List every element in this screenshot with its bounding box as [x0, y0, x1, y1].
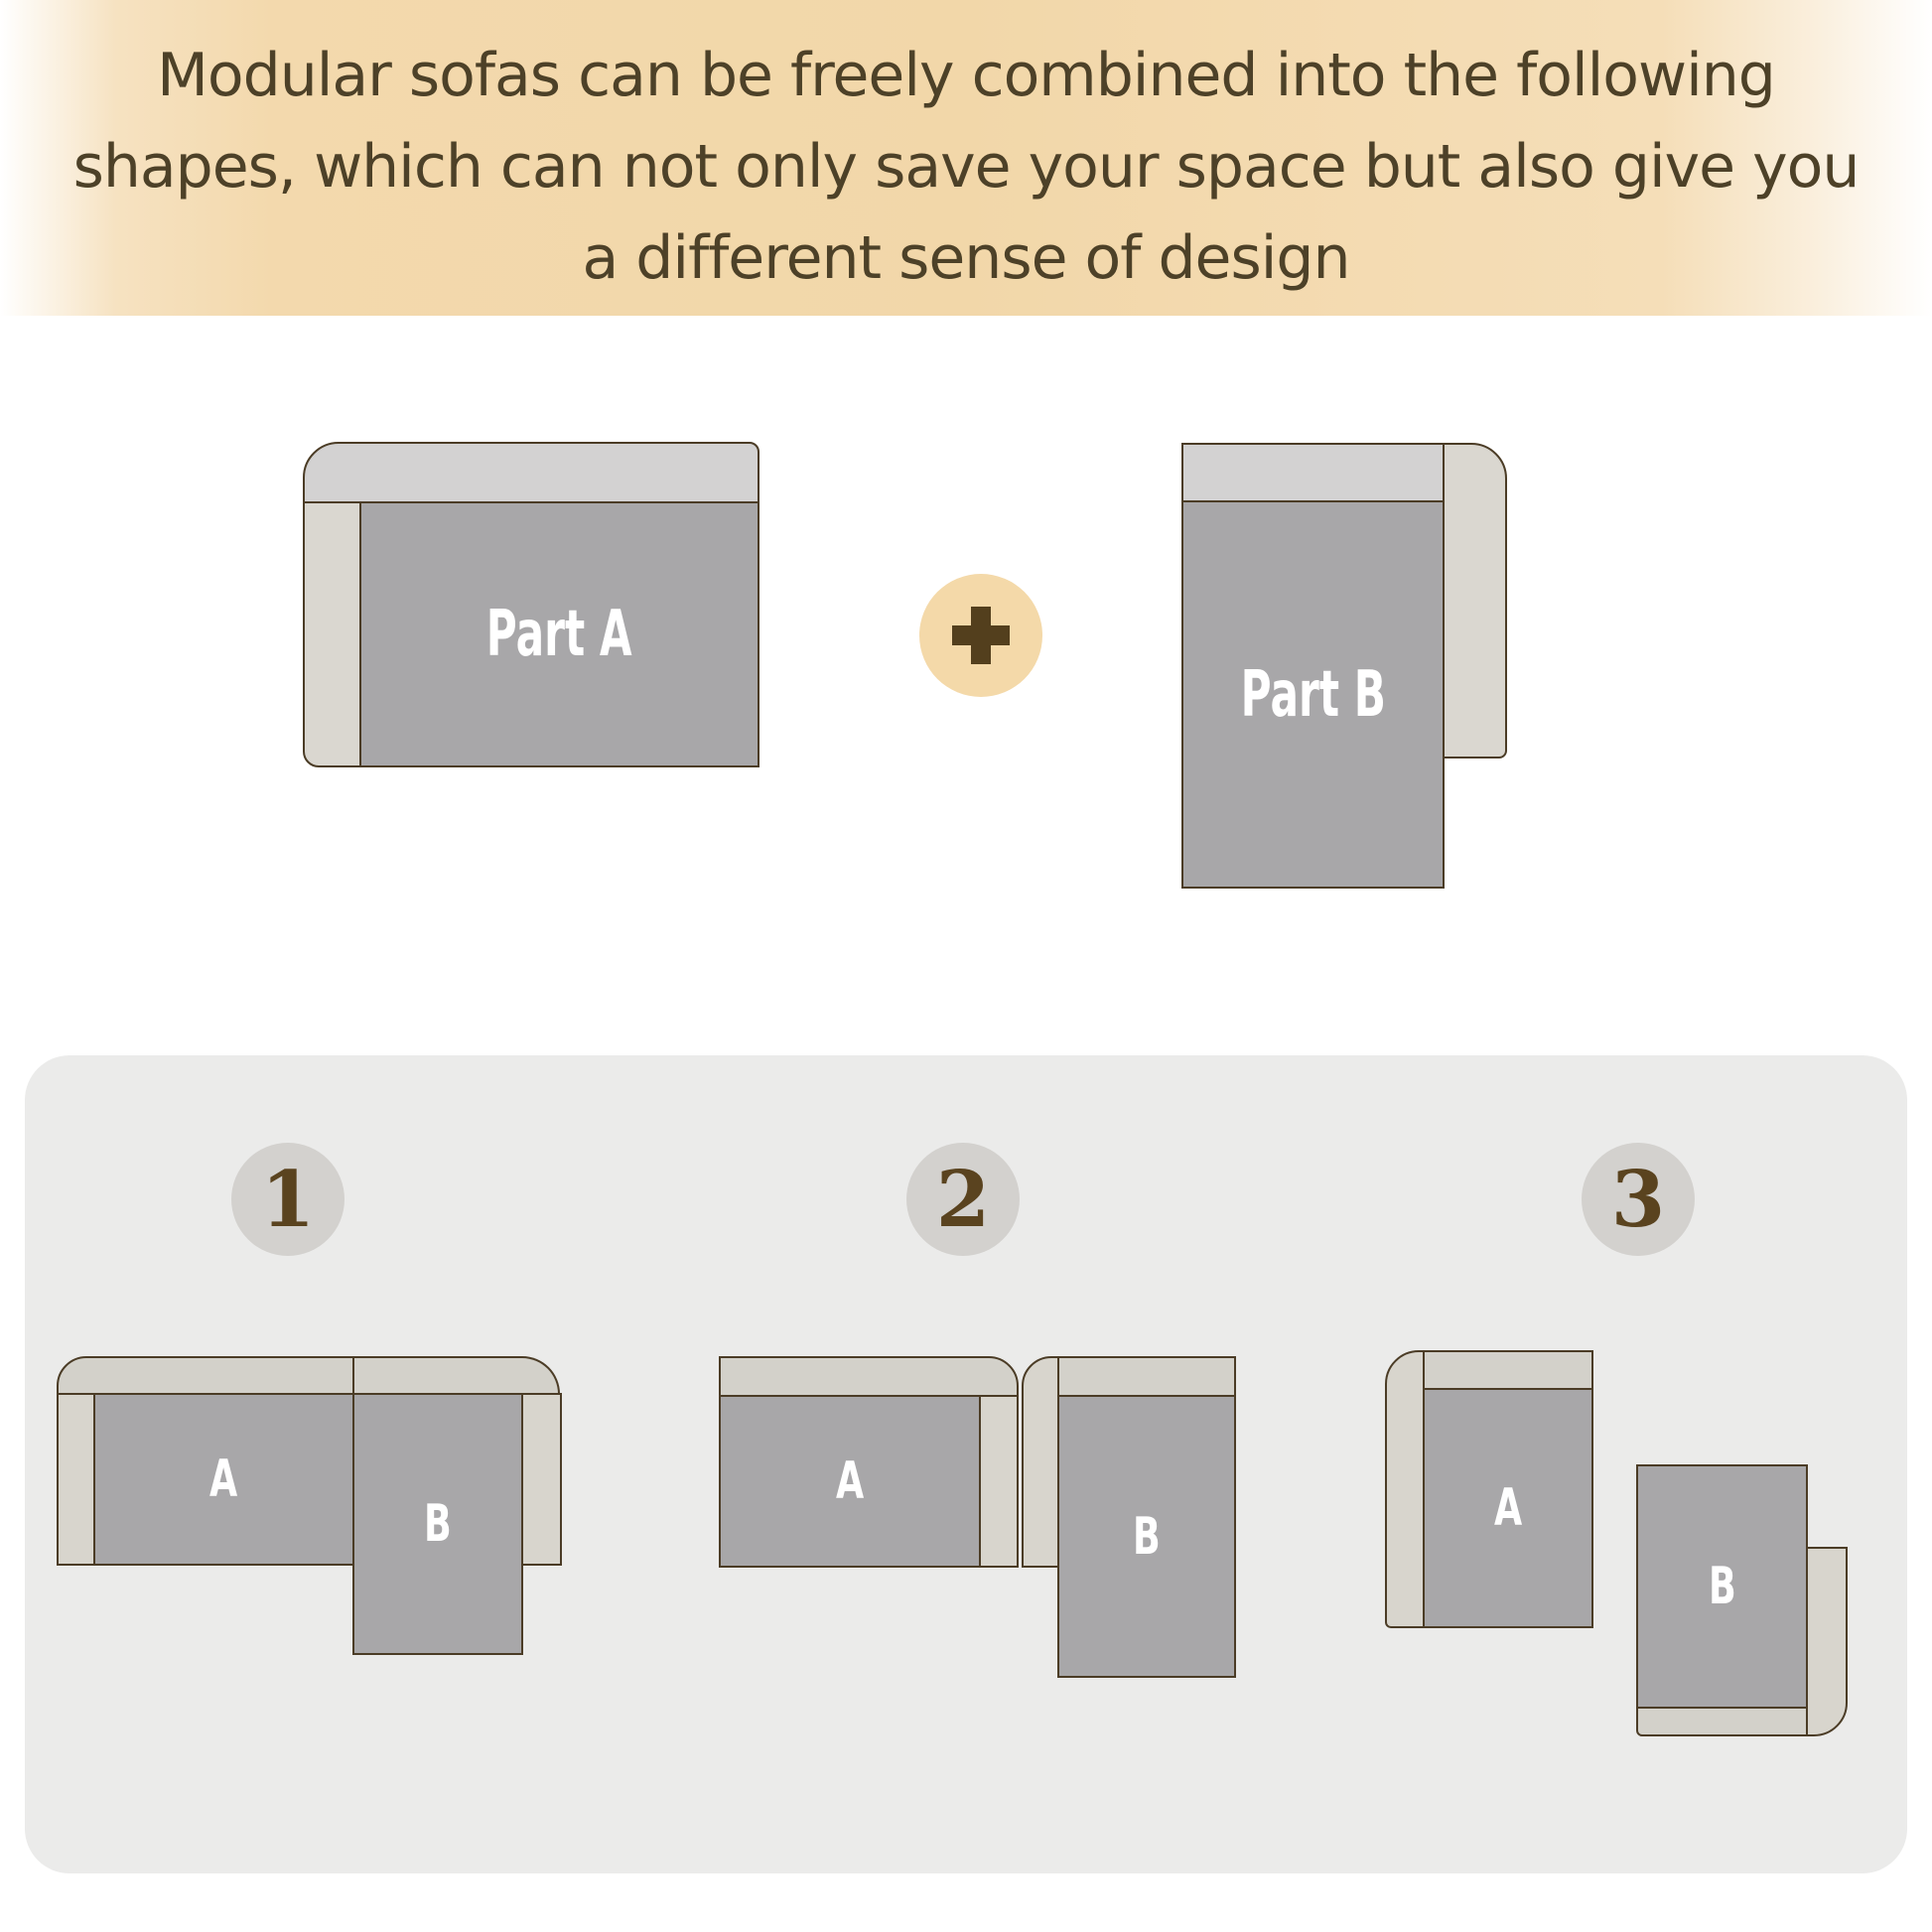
combo1-left-armrest: [57, 1393, 95, 1566]
combo3-module-b-backrest: [1636, 1707, 1808, 1736]
combo1-backrest-right: [352, 1356, 560, 1395]
combo2-module-b-label: B: [1133, 1506, 1161, 1567]
combo2-module-a-backrest: [719, 1356, 1019, 1397]
combination-2-number: 2: [935, 1154, 991, 1245]
combination-1-number: 1: [260, 1154, 316, 1245]
part-b-backrest: [1181, 443, 1445, 502]
part-a-backrest: [303, 442, 759, 503]
combo2-module-b-armrest: [1022, 1356, 1059, 1568]
combo1-backrest-left: [57, 1356, 354, 1395]
combo3-module-a-armrest: [1385, 1350, 1425, 1628]
combination-1-number-badge: [231, 1143, 345, 1256]
combo2-module-a-armrest: [979, 1395, 1019, 1568]
combo1-module-b-label: B: [424, 1494, 452, 1554]
page-title-line-3: a different sense of design: [582, 223, 1350, 293]
plus-icon: [971, 607, 991, 664]
combo1-module-a-label: A: [209, 1449, 238, 1509]
part-a-label: Part A: [486, 598, 632, 671]
part-a-armrest: [303, 501, 361, 767]
combo3-module-b-armrest: [1806, 1547, 1848, 1736]
combination-2-number-badge: [906, 1143, 1020, 1256]
page-title-line-2: shapes, which can not only save your space but also give you: [72, 132, 1860, 202]
page-title-line-1: Modular sofas can be freely combined into the following: [157, 41, 1775, 110]
combo2-module-b-backrest: [1057, 1356, 1236, 1397]
part-b-armrest: [1443, 443, 1507, 759]
combo3-module-b-label: B: [1708, 1557, 1736, 1616]
plus-badge: [919, 574, 1042, 697]
combo1-right-armrest: [521, 1393, 562, 1566]
combo2-module-a-label: A: [835, 1451, 865, 1511]
combo3-module-a-label: A: [1493, 1478, 1523, 1538]
combination-3-number: 3: [1610, 1154, 1666, 1245]
combination-3-number-badge: [1582, 1143, 1695, 1256]
combo3-module-a-backrest: [1423, 1350, 1593, 1390]
part-b-label: Part B: [1240, 657, 1386, 732]
page-title: [0, 30, 1932, 304]
